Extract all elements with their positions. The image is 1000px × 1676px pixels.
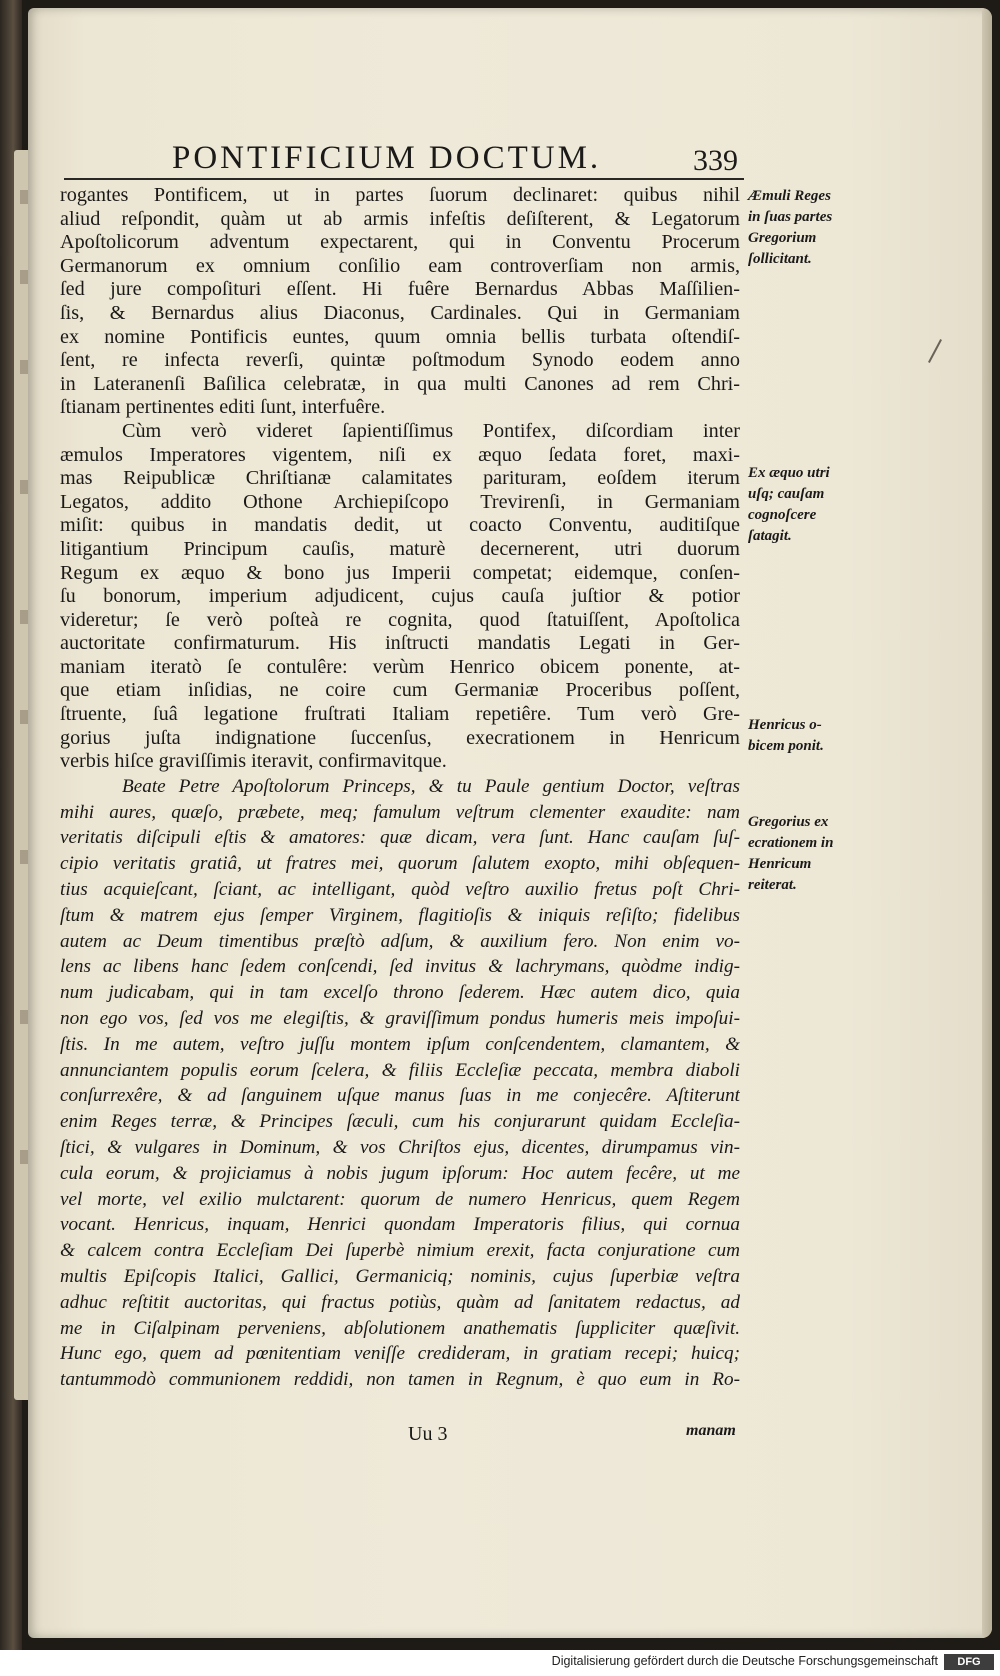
quote-line: non ego vos, ſed vos me elegiſtis, & graviſſimum pondus humeris meis impoſui- <box>60 1008 740 1030</box>
text-line: ſtianam pertinentes editi ſunt, interfuêre. <box>60 396 386 419</box>
quote-line: cipio veritatis gratiâ, ut fratres mei, quorum ſalutem exopto, mihi obſequen- <box>60 853 740 875</box>
credit-bar <box>0 1650 1000 1676</box>
quote-line: me in Ciſalpinam perveniens, abſolutionem anathematis ſuppliciter quæſivit. <box>60 1317 740 1339</box>
text-line: Legatos, addito Othone Archiepiſcopo Trevirenſi, in Germaniam <box>60 490 740 513</box>
margin-note-3 <box>748 715 848 757</box>
quote-line: adhuc reſtitit auctoritas, qui fractus potiùs, quàm ad ſanitatem redactus, ad <box>60 1291 740 1313</box>
page-edge <box>982 8 992 1638</box>
text-line: auctoritate confirmaturum. His inſtructi mandatis Legati in Ger- <box>60 632 740 655</box>
text-line: ſent, re infecta reverſi, quintæ poſtmodum Synodo eodem anno <box>60 349 740 372</box>
margin-note-line: Ex æquo utri <box>748 465 830 481</box>
margin-note-line: uſq; cauſam <box>748 486 825 502</box>
quote-line: multis Epiſcopis Italici, Gallici, Germaniciq; nominis, cujus ſuperbiæ veſtra <box>60 1265 740 1287</box>
text-line: Germanorum ex omnium conſilio eam controverſiam non armis, <box>60 254 740 277</box>
quotation-paragraph <box>60 774 740 1393</box>
text-line: in Lateranenſi Baſilica celebratæ, in qua multi Canones ad rem Chri- <box>60 372 740 395</box>
quote-line: veritatis diſcipuli eſtis & amatores: quæ dicam, vera ſunt. Hanc cauſam ſuſ- <box>60 827 740 849</box>
text-line: verbis hiſce graviſſimis iteravit, confirmavitque. <box>60 750 447 773</box>
text-line: æmulos Imperatores vigentem, niſi ex æquo ſedata foret, maxi- <box>60 443 740 466</box>
text-line: ſis, & Bernardus alius Diaconus, Cardinales. Qui in Germaniam <box>60 301 740 324</box>
margin-note-2 <box>748 463 848 547</box>
quote-line: tius acquieſcant, ſciant, ac intelligant, quòd veſtro auxilio fretus poſt Chri- <box>60 879 740 901</box>
margin-note-line: ſollicitant. <box>748 251 812 267</box>
quote-line: autem ac Deum timentibus præſtò adſum, & auxilium fero. Non enim vo- <box>60 930 740 952</box>
quote-line: ſtum & matrem ejus ſemper Virginem, flagitioſis & iniquis reſiſto; fidelibus <box>60 904 740 926</box>
text-line: que etiam inſidias, ne coire cum Germaniæ Proceribus poſſent, <box>60 679 740 702</box>
text-line: Cùm verò videret ſapientiſſimus Pontifex, diſcordiam inter <box>122 419 740 442</box>
quote-line: annunciantem populis eorum ſcelera, & filiis Eccleſiæ peccata, membra diaboli <box>60 1059 740 1081</box>
text-line: ſu bonorum, imperium adjudicent, cujus cauſa juſtior & potior <box>60 585 740 608</box>
text-line: litigantium Principum cauſis, maturè decernerent, utri duorum <box>60 537 740 560</box>
quote-line: tantummodò communionem reddidi, non tamen in Regnum, è quo eum in Ro- <box>60 1369 740 1391</box>
text-line: aliud reſpondit, quàm ut ab armis infeſtis deſiſterent, & Legatorum <box>60 207 740 230</box>
quote-line: & calcem contra Eccleſiam Dei ſuperbè nimium erexit, facta conjuratione cum <box>60 1240 740 1262</box>
margin-note-line: in ſuas partes <box>748 209 833 225</box>
margin-note-line: ecrationem in <box>748 835 834 851</box>
main-text <box>60 184 740 1393</box>
text-line: videretur; ſe verò poſteà re cognita, quod ſtatuiſſent, Apoſtolica <box>60 608 740 631</box>
margin-note-line: Henricum <box>748 856 812 872</box>
quote-line: num judicabam, qui in tam excelſo throno ſederem. Hæc autem dico, quia <box>60 982 740 1004</box>
quote-line: cula eorum, & projiciamus à nobis jugum ipſorum: Hoc autem fecêre, ut me <box>60 1162 740 1184</box>
quote-line: enim Reges terræ, & Principes ſæculi, cum his conjurarunt quidam Eccleſia- <box>60 1111 740 1133</box>
paragraph-1 <box>60 184 740 420</box>
margin-note-1 <box>748 186 848 270</box>
quote-line: ſtici, & vulgares in Dominum, & vos Chriſtos ejus, dicentes, dirumpamus vin- <box>60 1137 740 1158</box>
text-line: ex nomine Pontificis euntes, quum omnia bellis turbata oſtendiſ- <box>60 325 740 348</box>
text-line: rogantes Pontificem, ut in partes ſuorum declinaret: quibus nihil <box>60 184 740 206</box>
text-line: Apoſtolicorum adventum expectarent, qui in Conventu Procerum <box>60 231 740 254</box>
running-head: PONTIFICIUM DOCTUM. <box>172 140 602 176</box>
digitization-credit: Digitalisierung gefördert durch die Deutsche Forschungsgemeinschaft <box>551 1654 938 1668</box>
text-line: gorius juſta indignatione ſuccenſus, execrationem in Henricum <box>60 726 740 749</box>
text-line: miſit: quibus in mandatis dedit, ut coacto Conventu, auditiſque <box>60 514 740 537</box>
signature-mark: Uu 3 <box>408 1423 448 1445</box>
text-line: mas Reipublicæ Chriſtianæ calamitates parituram, eoſdem iterum <box>60 467 740 490</box>
margin-note-line: Henricus o- <box>748 717 822 733</box>
page-number: 339 <box>693 144 738 177</box>
quote-line: vel morte, vel exilio mulctarent: quorum de numero Henricus, quem Regem <box>60 1188 740 1210</box>
quote-line: lens ac libens hanc ſedem conſcendi, ſed invitus & lachrymans, quòdme indig- <box>60 956 740 978</box>
quote-line: ſtis. In me autem, veſtro juſſu montem ipſum conſcendentem, clamantem, & <box>60 1033 740 1055</box>
margin-note-line: reiterat. <box>748 877 797 893</box>
text-line: ſtruente, ſuâ legatione fruſtrati Italiam repetiêre. Tum verò Gre- <box>60 703 740 726</box>
margin-note-line: Gregorius ex <box>748 814 829 830</box>
dfg-logo: DFG <box>944 1654 994 1670</box>
paragraph-2 <box>60 420 740 774</box>
header-rule <box>64 178 744 180</box>
margin-note-line: Gregorium <box>748 230 817 246</box>
margin-note-line: bicem ponit. <box>748 738 824 754</box>
quote-line: conſurrexêre, & ad ſanguinem uſque manus ſuas in me conjecêre. Aſtiterunt <box>60 1085 740 1107</box>
margin-note-line: cognoſcere <box>748 507 817 523</box>
text-line: Regum ex æquo & bono jus Imperii competat; eidemque, conſen- <box>60 561 740 584</box>
margin-note-line: ſatagit. <box>748 528 792 544</box>
text-line: maniam iteratò ſe contulêre: verùm Henrico obicem ponente, at- <box>60 655 740 678</box>
margin-note-4 <box>748 812 848 896</box>
quote-line: Beate Petre Apoſtolorum Princeps, & tu Paule gentium Doctor, veſtras <box>122 775 740 797</box>
quote-line: Hunc ego, quem ad pœnitentiam veniſſe credideram, in gratiam recepi; huicq; <box>60 1343 740 1365</box>
catchword: manam <box>686 1422 736 1439</box>
quote-line: mihi aures, quæſo, præbete, meq; famulum veſtrum clementer exaudite: nam <box>60 801 740 823</box>
margin-note-line: Æmuli Reges <box>748 188 831 204</box>
text-line: ſed jure compoſituri eſſent. Hi fuêre Bernardus Abbas Maſſilien- <box>60 278 740 301</box>
quote-line: vocant. Henricus, inquam, Henrici quondam Imperatoris filius, qui cornua <box>60 1214 740 1236</box>
